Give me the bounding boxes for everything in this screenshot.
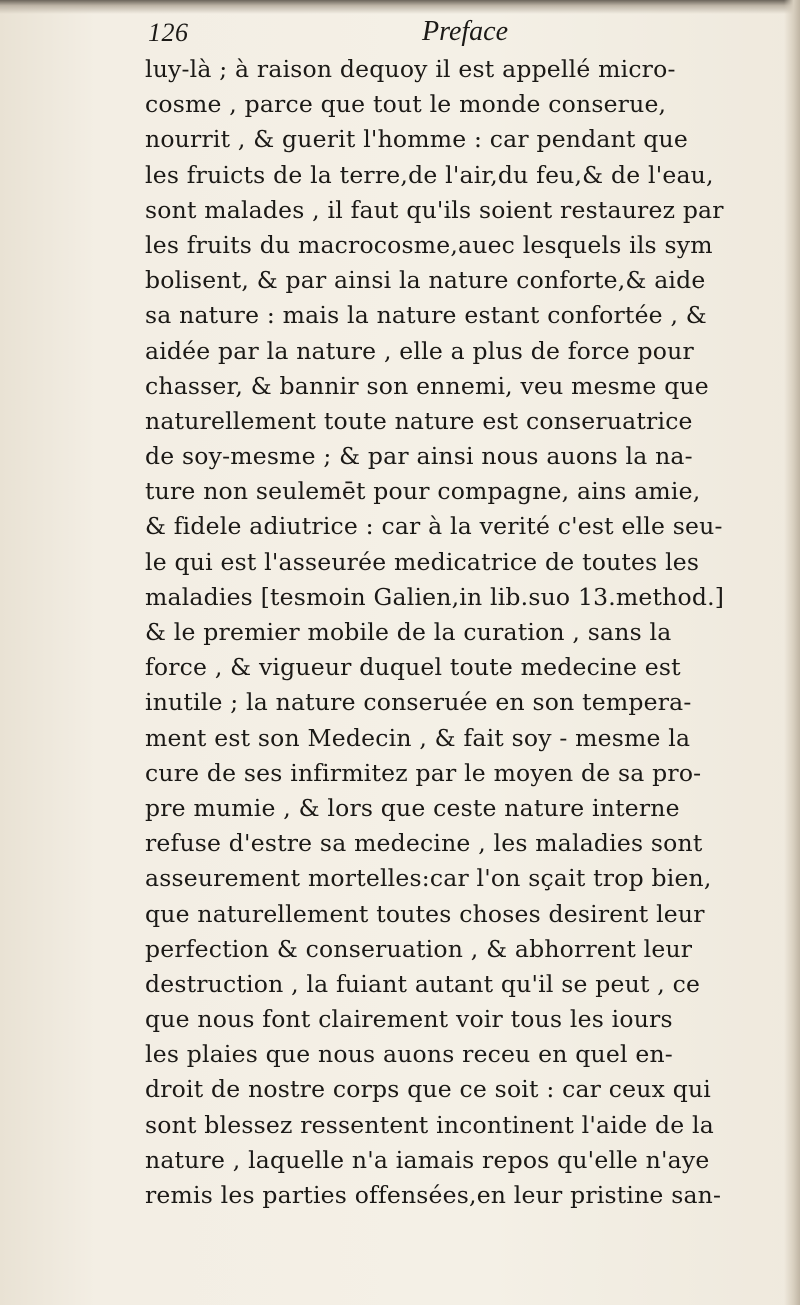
text-line: sa nature : mais la nature estant confortée , & — [145, 301, 707, 330]
text-line: ment est son Medecin , & fait soy - mesme la — [145, 723, 691, 752]
text-line: le qui est l'asseurée medicatrice de toutes les — [145, 547, 700, 576]
text-line: aidée par la nature , elle a plus de force pour — [145, 336, 694, 365]
text-line: & fidele adiutrice : car à la verité c'est elle seu- — [145, 512, 723, 541]
text-line: refuse d'estre sa medecine , les maladies sont — [145, 829, 703, 858]
text-line: perfection & conseruation , & abhorrent leur — [145, 934, 693, 963]
text-line: sont blessez ressentent incontinent l'aide de la — [145, 1110, 714, 1139]
text-line: & le premier mobile de la curation , sans la — [145, 618, 672, 646]
page-number: 126 — [148, 18, 189, 47]
text-line: que nous font clairement voir tous les iours — [145, 1005, 673, 1034]
page-header — [148, 14, 648, 54]
text-line: destruction , la fuiant autant qu'il se peut , ce — [145, 969, 701, 998]
text-line: cosme , parce que tout le monde conserue, — [145, 90, 667, 119]
text-line: ture non seulemēt pour compagne, ains amie, — [145, 477, 701, 506]
page-right-edge — [784, 0, 800, 1305]
text-line: chasser, & bannir son ennemi, veu mesme que — [145, 371, 709, 400]
text-line: naturellement toute nature est conseruatrice — [145, 406, 693, 435]
text-line: asseurement mortelles:car l'on sçait trop bien, — [145, 864, 712, 893]
text-line: maladies [tesmoin Galien,in lib.suo 13.method.] — [145, 582, 725, 611]
text-line: sont malades , il faut qu'ils soient restaurez par — [145, 195, 724, 224]
text-line: inutile ; la nature conseruée en son tempera- — [145, 688, 692, 717]
text-line: droit de nostre corps que ce soit : car ceux qui — [145, 1075, 712, 1104]
text-line: luy-là ; à raison dequoy il est appellé micro- — [145, 55, 676, 83]
text-line: bolisent, & par ainsi la nature conforte,& aide — [145, 266, 706, 295]
text-line: nourrit , & guerit l'homme : car pendant que — [145, 125, 688, 154]
body-text — [145, 52, 785, 1213]
text-line: les fruicts de la terre,de l'air,du feu,& de l'eau, — [145, 160, 714, 189]
text-line: les plaies que nous auons receu en quel en- — [145, 1040, 673, 1069]
text-line: nature , laquelle n'a iamais repos qu'elle n'aye — [145, 1145, 710, 1174]
text-line: remis les parties offensées,en leur pristine san- — [145, 1181, 722, 1209]
text-line: de soy-mesme ; & par ainsi nous auons la na- — [145, 442, 693, 471]
text-line: cure de ses infirmitez par le moyen de sa pro- — [145, 758, 702, 787]
text-line: force , & vigueur duquel toute medecine est — [145, 653, 681, 682]
text-line: pre mumie , & lors que ceste nature interne — [145, 793, 680, 822]
text-line: que naturellement toutes choses desirent leur — [145, 899, 705, 928]
text-line: les fruits du macrocosme,auec lesquels ils sym — [145, 230, 713, 259]
running-head: Preface — [422, 16, 509, 47]
page-top-shadow — [0, 0, 800, 14]
